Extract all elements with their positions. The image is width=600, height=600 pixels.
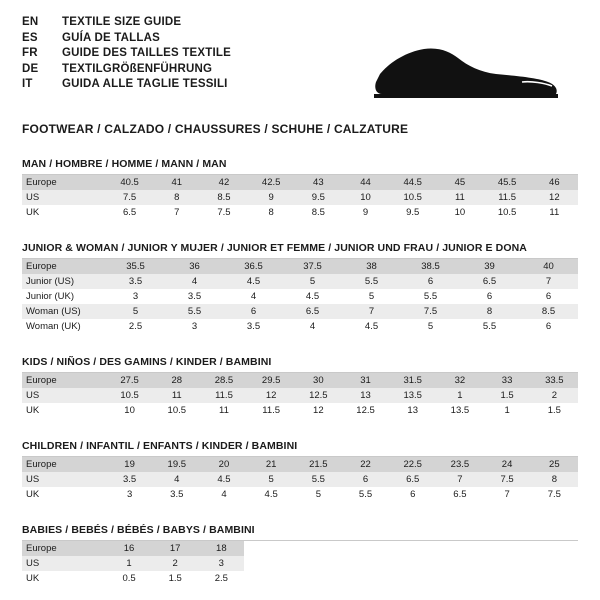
size-cell: 5 — [342, 289, 401, 304]
row-label: US — [22, 556, 106, 571]
size-cell: 33 — [484, 373, 531, 388]
size-cell: 10 — [106, 403, 153, 418]
size-cell: 7.5 — [200, 205, 247, 220]
size-group — [22, 356, 578, 418]
size-cell: 6.5 — [283, 304, 342, 319]
language-list — [22, 16, 231, 94]
table-row — [22, 259, 578, 274]
language-title: GUÍA DE TALLAS — [62, 31, 160, 44]
language-code: ES — [22, 31, 38, 44]
size-cell: 38 — [342, 259, 401, 274]
size-table — [22, 457, 578, 502]
page-title: FOOTWEAR / CALZADO / CHAUSSURES / SCHUHE / CALZATURE — [22, 122, 409, 136]
size-cell: 6 — [389, 487, 436, 502]
size-cell: 10.5 — [106, 388, 153, 403]
size-cell: 40.5 — [106, 175, 153, 190]
size-cell: 11.5 — [484, 190, 531, 205]
size-cell: 8 — [531, 472, 578, 487]
size-cell: 3.5 — [165, 289, 224, 304]
size-cell: 3 — [106, 289, 165, 304]
table-row — [22, 403, 578, 418]
size-cell: 28 — [153, 373, 200, 388]
size-cell: 2 — [531, 388, 578, 403]
size-cell: 11.5 — [248, 403, 295, 418]
row-label: US — [22, 190, 106, 205]
size-cell: 13 — [389, 403, 436, 418]
size-cell: 4 — [224, 289, 283, 304]
size-cell: 4 — [165, 274, 224, 289]
language-title: GUIDE DES TAILLES TEXTILE — [62, 47, 231, 59]
size-cell: 25 — [531, 457, 578, 472]
language-row — [22, 78, 231, 94]
size-cell: 1.5 — [152, 571, 198, 586]
size-cell: 33.5 — [531, 373, 578, 388]
table-row — [22, 319, 578, 334]
row-label: Woman (US) — [22, 304, 106, 319]
size-cell: 5.5 — [295, 472, 342, 487]
language-row — [22, 63, 231, 79]
table-row — [22, 556, 244, 571]
size-cell: 12 — [248, 388, 295, 403]
size-cell: 4.5 — [248, 487, 295, 502]
size-cell: 5.5 — [342, 274, 401, 289]
table-row — [22, 388, 578, 403]
size-cell: 6 — [460, 289, 519, 304]
size-cell: 0.5 — [106, 571, 152, 586]
table-row — [22, 175, 578, 190]
size-cell: 11.5 — [200, 388, 247, 403]
size-group-title: JUNIOR & WOMAN / JUNIOR Y MUJER / JUNIOR ET FEMME / JUNIOR UND FRAU / JUNIOR E DONA — [22, 242, 527, 254]
size-group — [22, 242, 578, 334]
size-cell: 13.5 — [436, 403, 483, 418]
size-cell: 5 — [401, 319, 460, 334]
row-label: UK — [22, 571, 106, 586]
size-cell: 18 — [198, 541, 244, 556]
size-cell: 27.5 — [106, 373, 153, 388]
size-cell: 13.5 — [389, 388, 436, 403]
size-cell: 22 — [342, 457, 389, 472]
size-cell: 40 — [519, 259, 578, 274]
size-cell: 37.5 — [283, 259, 342, 274]
size-cell: 7.5 — [531, 487, 578, 502]
size-cell: 12.5 — [295, 388, 342, 403]
row-label: US — [22, 472, 106, 487]
size-cell: 46 — [531, 175, 578, 190]
size-cell: 5 — [248, 472, 295, 487]
size-group — [22, 524, 578, 586]
size-cell: 7 — [436, 472, 483, 487]
size-cell: 6 — [401, 274, 460, 289]
size-cell: 45.5 — [484, 175, 531, 190]
size-cell: 5 — [295, 487, 342, 502]
size-cell: 20 — [200, 457, 247, 472]
size-cell: 10.5 — [484, 205, 531, 220]
size-cell: 7 — [342, 304, 401, 319]
size-cell: 42 — [200, 175, 247, 190]
dress-shoe-icon — [372, 36, 562, 108]
size-cell: 28.5 — [200, 373, 247, 388]
size-cell: 8.5 — [519, 304, 578, 319]
size-cell: 3 — [106, 487, 153, 502]
size-cell: 45 — [436, 175, 483, 190]
size-cell: 11 — [153, 388, 200, 403]
size-cell: 11 — [436, 190, 483, 205]
size-cell: 7.5 — [106, 190, 153, 205]
size-cell: 5 — [106, 304, 165, 319]
size-cell: 2.5 — [106, 319, 165, 334]
size-cell: 42.5 — [248, 175, 295, 190]
size-cell: 36 — [165, 259, 224, 274]
size-cell: 12.5 — [342, 403, 389, 418]
row-label: UK — [22, 487, 106, 502]
size-cell: 35.5 — [106, 259, 165, 274]
size-cell: 30 — [295, 373, 342, 388]
size-cell: 16 — [106, 541, 152, 556]
size-cell: 19.5 — [153, 457, 200, 472]
size-cell: 8 — [153, 190, 200, 205]
size-cell: 3.5 — [153, 487, 200, 502]
size-group-title: CHILDREN / INFANTIL / ENFANTS / KINDER / BAMBINI — [22, 440, 298, 452]
row-label: Europe — [22, 457, 106, 472]
size-cell: 6 — [342, 472, 389, 487]
size-cell: 22.5 — [389, 457, 436, 472]
size-cell: 6.5 — [389, 472, 436, 487]
size-cell: 4.5 — [200, 472, 247, 487]
size-table — [22, 373, 578, 418]
row-label: UK — [22, 205, 106, 220]
size-cell: 4 — [200, 487, 247, 502]
row-label: Woman (UK) — [22, 319, 106, 334]
size-cell: 3.5 — [224, 319, 283, 334]
size-cell: 5 — [283, 274, 342, 289]
size-cell: 7 — [484, 487, 531, 502]
table-row — [22, 289, 578, 304]
size-cell: 4.5 — [283, 289, 342, 304]
size-cell: 4.5 — [224, 274, 283, 289]
size-cell: 24 — [484, 457, 531, 472]
size-cell: 8 — [460, 304, 519, 319]
size-tables — [22, 158, 578, 586]
table-row — [22, 274, 578, 289]
size-cell: 10.5 — [153, 403, 200, 418]
size-group-title: BABIES / BEBÉS / BÉBÉS / BABYS / BAMBINI — [22, 524, 255, 536]
row-label: Europe — [22, 373, 106, 388]
size-cell: 6.5 — [460, 274, 519, 289]
size-cell: 4 — [153, 472, 200, 487]
table-row — [22, 487, 578, 502]
size-cell: 11 — [531, 205, 578, 220]
size-cell: 31 — [342, 373, 389, 388]
size-cell: 5.5 — [460, 319, 519, 334]
size-cell: 44.5 — [389, 175, 436, 190]
size-cell: 3.5 — [106, 274, 165, 289]
size-cell: 38.5 — [401, 259, 460, 274]
size-group-title: MAN / HOMBRE / HOMME / MANN / MAN — [22, 158, 227, 170]
size-cell: 6 — [519, 289, 578, 304]
row-label: Europe — [22, 541, 106, 556]
language-row — [22, 16, 231, 32]
size-table — [22, 259, 578, 334]
size-cell: 7 — [519, 274, 578, 289]
row-label: Europe — [22, 259, 106, 274]
size-cell: 21 — [248, 457, 295, 472]
size-cell: 6.5 — [106, 205, 153, 220]
size-cell: 8.5 — [200, 190, 247, 205]
size-cell: 2.5 — [198, 571, 244, 586]
size-cell: 4 — [283, 319, 342, 334]
language-title: GUIDA ALLE TAGLIE TESSILI — [62, 78, 228, 90]
size-cell: 7 — [153, 205, 200, 220]
language-row — [22, 32, 231, 48]
size-cell: 29.5 — [248, 373, 295, 388]
size-cell: 1 — [436, 388, 483, 403]
size-cell: 9 — [248, 190, 295, 205]
language-code: IT — [22, 78, 33, 90]
size-cell: 2 — [152, 556, 198, 571]
table-row — [22, 205, 578, 220]
size-cell: 9 — [342, 205, 389, 220]
size-cell: 44 — [342, 175, 389, 190]
row-label: Europe — [22, 175, 106, 190]
document-header — [22, 16, 578, 108]
size-cell: 36.5 — [224, 259, 283, 274]
size-cell: 1.5 — [531, 403, 578, 418]
size-cell: 4.5 — [342, 319, 401, 334]
size-cell: 8.5 — [295, 205, 342, 220]
size-group — [22, 158, 578, 220]
size-cell: 8 — [248, 205, 295, 220]
size-table — [22, 175, 578, 220]
size-cell: 39 — [460, 259, 519, 274]
size-cell: 3.5 — [106, 472, 153, 487]
size-cell: 1 — [106, 556, 152, 571]
size-cell: 10 — [436, 205, 483, 220]
size-group-title: KIDS / NIÑOS / DES GAMINS / KINDER / BAMBINI — [22, 356, 272, 368]
size-cell: 41 — [153, 175, 200, 190]
size-cell: 3 — [198, 556, 244, 571]
size-cell: 32 — [436, 373, 483, 388]
table-row — [22, 541, 244, 556]
size-cell: 5.5 — [165, 304, 224, 319]
size-cell: 10.5 — [389, 190, 436, 205]
table-row — [22, 472, 578, 487]
table-row — [22, 304, 578, 319]
size-table — [22, 541, 244, 586]
size-cell: 10 — [342, 190, 389, 205]
language-list-body — [22, 16, 231, 94]
row-label: UK — [22, 403, 106, 418]
size-cell: 3 — [165, 319, 224, 334]
size-cell: 11 — [200, 403, 247, 418]
table-row — [22, 457, 578, 472]
language-code: EN — [22, 16, 39, 28]
size-cell: 9.5 — [295, 190, 342, 205]
size-cell: 12 — [531, 190, 578, 205]
size-cell: 5.5 — [401, 289, 460, 304]
size-cell: 17 — [152, 541, 198, 556]
size-cell: 43 — [295, 175, 342, 190]
size-cell: 1.5 — [484, 388, 531, 403]
size-cell: 7.5 — [401, 304, 460, 319]
row-label: Junior (US) — [22, 274, 106, 289]
size-cell: 1 — [484, 403, 531, 418]
size-cell: 19 — [106, 457, 153, 472]
language-code: DE — [22, 62, 39, 75]
size-cell: 21.5 — [295, 457, 342, 472]
size-cell: 5.5 — [342, 487, 389, 502]
language-row — [22, 47, 231, 63]
row-label: US — [22, 388, 106, 403]
size-cell: 12 — [295, 403, 342, 418]
size-cell: 6 — [519, 319, 578, 334]
size-cell: 6.5 — [436, 487, 483, 502]
size-cell: 7.5 — [484, 472, 531, 487]
language-code: FR — [22, 47, 38, 59]
size-cell: 23.5 — [436, 457, 483, 472]
size-cell: 6 — [224, 304, 283, 319]
size-group — [22, 440, 578, 502]
table-row — [22, 373, 578, 388]
size-cell: 13 — [342, 388, 389, 403]
language-title: TEXTILE SIZE GUIDE — [62, 16, 182, 28]
table-row — [22, 571, 244, 586]
row-label: Junior (UK) — [22, 289, 106, 304]
size-cell: 9.5 — [389, 205, 436, 220]
size-cell: 31.5 — [389, 373, 436, 388]
language-title: TEXTILGRÖßENFÜHRUNG — [62, 62, 213, 75]
table-row — [22, 190, 578, 205]
